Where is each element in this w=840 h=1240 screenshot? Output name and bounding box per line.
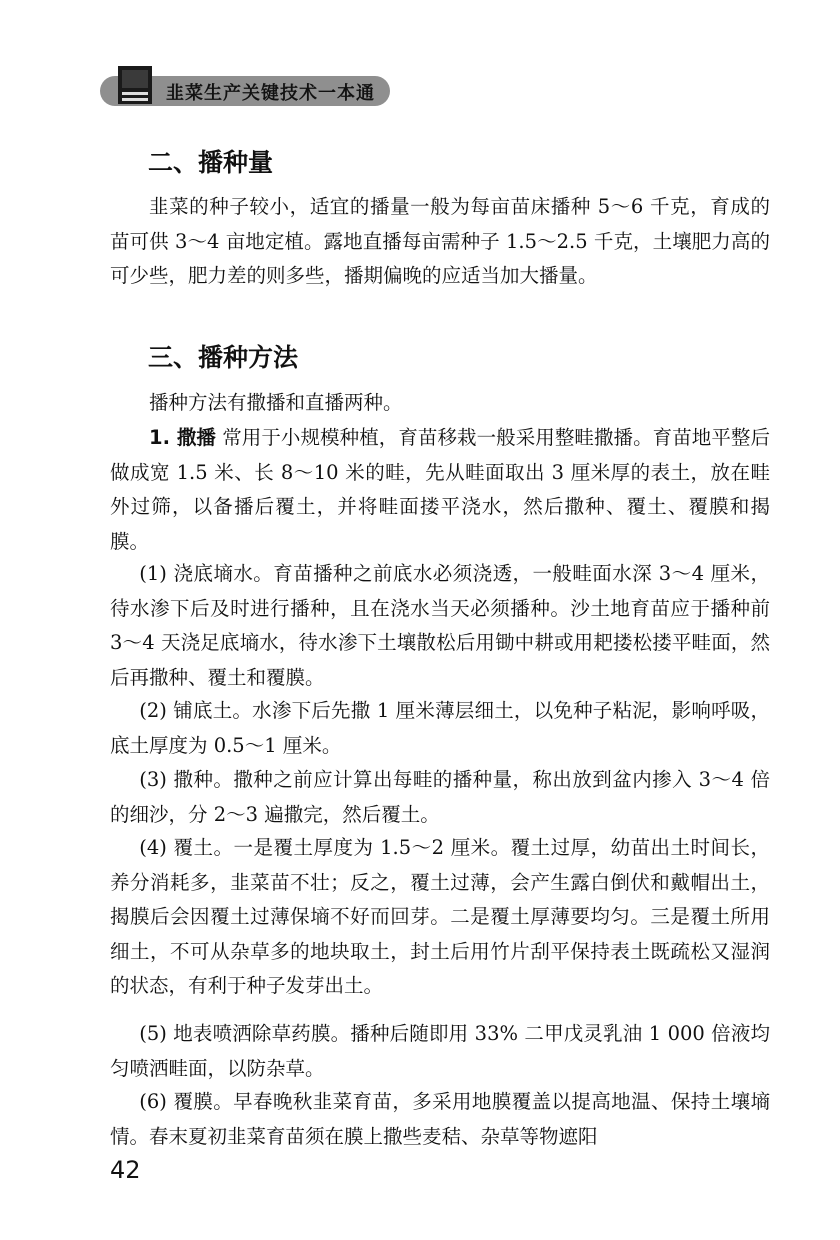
paragraph-step-6: (6) 覆膜。早春晚秋韭菜育苗，多采用地膜覆盖以提高地温、保持土壤墒情。春末夏初韭菜育苗须在膜上撒些麦秸、杂草等物遮阳 — [110, 1090, 770, 1148]
broadcast-sowing-text: 常用于小规模种植，育苗移栽一般采用整畦撒播。育苗地平整后做成宽 1.5 米、长 8～10 米的畦，先从畦面取出 3 厘米厚的表土，放在畦外过筛，以备播后覆土，并将畦面搂平浇水，然后撒种、覆土、覆膜和揭膜。 — [110, 426, 770, 553]
paragraph-seeding-rate: 韭菜的种子较小，适宜的播量一般为每亩苗床播种 5～6 千克，育成的苗可供 3～4 亩地定植。露地直播每亩需种子 1.5～2.5 千克，土壤肥力高的可少些，肥力差的则多些，播期偏晚的应适当加大播量。 — [110, 195, 770, 287]
paragraph-step-5: (5) 地表喷洒除草药膜。播种后随即用 33% 二甲戊灵乳油 1 000 倍液均匀喷洒畦面，以防杂草。 — [110, 1022, 770, 1080]
page-number: 42 — [110, 1156, 141, 1184]
paragraph-broadcast-sowing — [110, 421, 770, 559]
broadcast-sowing-lead: 1. 撒播 — [149, 426, 216, 449]
book-icon — [116, 64, 154, 108]
running-header-title: 韭菜生产关键技术一本通 — [166, 83, 375, 104]
paragraph-step-3: (3) 撒种。撒种之前应计算出每畦的播种量，称出放到盆内掺入 3～4 倍的细沙，分 2～3 遍撒完，然后覆土。 — [110, 768, 770, 826]
section-heading-seeding-method: 三、播种方法 — [148, 343, 299, 372]
paragraph-method-intro: 播种方法有撒播和直播两种。 — [149, 391, 403, 414]
paragraph-step-1: (1) 浇底墒水。育苗播种之前底水必须浇透，一般畦面水深 3～4 厘米，待水渗下后及时进行播种，且在浇水当天必须播种。沙土地育苗应于播种前 3～4 天浇足底墒水，待水渗下土壤散松后用锄中耕或用耙搂松搂平畦面，然后再撒种、覆土和覆膜。 — [110, 562, 770, 689]
paragraph-step-4: (4) 覆土。一是覆土厚度为 1.5～2 厘米。覆土过厚，幼苗出土时间长，养分消耗多，韭菜苗不壮；反之，覆土过薄，会产生露白倒伏和戴帽出土，揭膜后会因覆土过薄保墒不好而回芽。二是覆土厚薄要均匀。三是覆土所用细土，不可从杂草多的地块取土，封土后用竹片刮平保持表土既疏松又湿润的状态，有利于种子发芽出土。 — [110, 836, 770, 997]
paragraph-step-2: (2) 铺底土。水渗下后先撒 1 厘米薄层细土，以免种子粘泥，影响呼吸，底土厚度为 0.5～1 厘米。 — [110, 699, 770, 757]
section-heading-seeding-rate: 二、播种量 — [148, 148, 274, 177]
